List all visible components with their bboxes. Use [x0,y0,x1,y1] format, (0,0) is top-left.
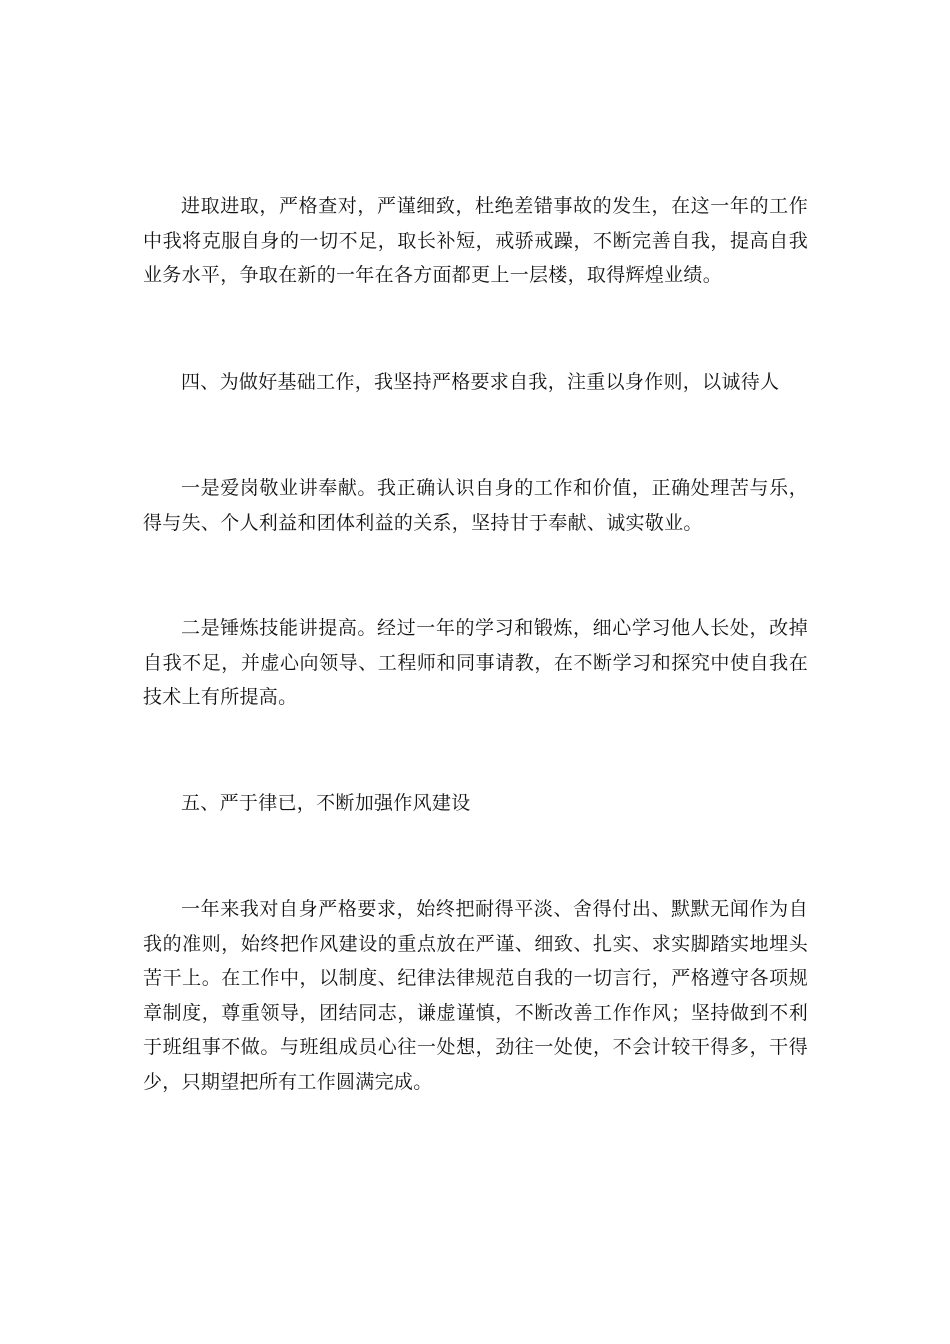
body-paragraph: 进取进取，严格查对，严谨细致，杜绝差错事故的发生，在这一年的工作中我将克服自身的一切不足，取长补短，戒骄戒躁，不断完善自我，提高自我业务水平，争取在新的一年在各方面都更上一层楼，取得辉煌业绩。 [143,195,808,286]
body-paragraph: 二是锤炼技能讲提高。经过一年的学习和锻炼，细心学习他人长处，改掉自我不足，并虚心向领导、工程师和同事请教，在不断学习和探究中使自我在技术上有所提高。 [143,617,808,708]
section-heading-five: 五、严于律已，不断加强作风建设 [181,792,471,814]
body-paragraph: 一是爱岗敬业讲奉献。我正确认识自身的工作和价值，正确处理苦与乐，得与失、个人利益和团体利益的关系，坚持甘于奉献、诚实敬业。 [143,477,808,534]
section-heading-four: 四、为做好基础工作，我坚持严格要求自我，注重以身作则，以诚待人 [181,371,780,393]
body-paragraph: 一年来我对自身严格要求，始终把耐得平淡、舍得付出、默默无闻作为自我的准则，始终把作风建设的重点放在严谨、细致、扎实、求实脚踏实地埋头苦干上。在工作中，以制度、纪律法律规范自我的一切言行，严格遵守各项规章制度，尊重领导，团结同志，谦虚谨慎，不断改善工作作风；坚持做到不利于班组事不做。与班组成员心往一处想，劲往一处使，不会计较干得多，干得少，只期望把所有工作圆满完成。 [143,898,808,1093]
